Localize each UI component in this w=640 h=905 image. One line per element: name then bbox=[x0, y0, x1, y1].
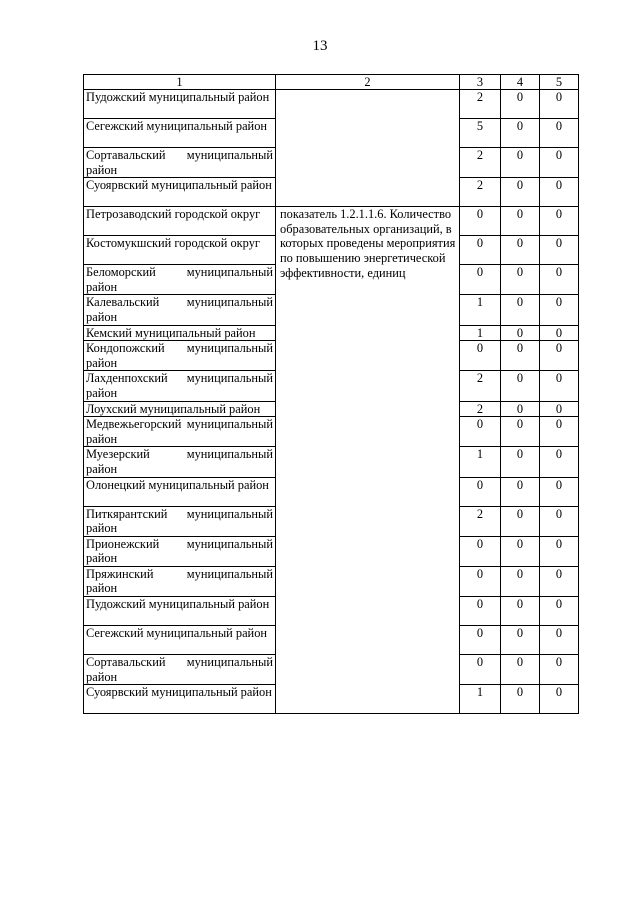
value-col-5: 0 bbox=[540, 236, 579, 265]
value-col-3: 2 bbox=[460, 178, 501, 207]
value-col-3: 0 bbox=[460, 417, 501, 447]
value-col-5: 0 bbox=[540, 90, 579, 119]
value-col-5: 0 bbox=[540, 119, 579, 148]
value-col-4: 0 bbox=[501, 207, 540, 236]
value-col-3: 0 bbox=[460, 597, 501, 626]
value-col-3: 2 bbox=[460, 401, 501, 417]
municipality-name: Сортавальский муниципальный район bbox=[84, 655, 276, 685]
municipality-name: Кондопожский муниципальный район bbox=[84, 341, 276, 371]
municipality-name: Пудожский муниципальный район bbox=[84, 597, 276, 626]
value-col-5: 0 bbox=[540, 207, 579, 236]
value-col-4: 0 bbox=[501, 655, 540, 685]
municipality-name: Питкярантский муниципальный район bbox=[84, 506, 276, 536]
value-col-5: 0 bbox=[540, 325, 579, 341]
value-col-5: 0 bbox=[540, 401, 579, 417]
value-col-5: 0 bbox=[540, 597, 579, 626]
value-col-3: 0 bbox=[460, 265, 501, 295]
value-col-4: 0 bbox=[501, 506, 540, 536]
municipality-name: Пряжинский муниципальный район bbox=[84, 566, 276, 596]
value-col-4: 0 bbox=[501, 341, 540, 371]
column-header-4: 4 bbox=[501, 75, 540, 90]
value-col-3: 1 bbox=[460, 295, 501, 325]
value-col-4: 0 bbox=[501, 626, 540, 655]
value-col-3: 2 bbox=[460, 90, 501, 119]
value-col-3: 0 bbox=[460, 566, 501, 596]
value-col-3: 1 bbox=[460, 685, 501, 714]
column-header-2: 2 bbox=[276, 75, 460, 90]
value-col-4: 0 bbox=[501, 417, 540, 447]
municipality-name: Олонецкий муниципальный район bbox=[84, 477, 276, 506]
municipality-name: Кемский муниципальный район bbox=[84, 325, 276, 341]
municipality-name: Пудожский муниципальный район bbox=[84, 90, 276, 119]
indicator-description: показатель 1.2.1.1.6. Количество образовательных организаций, в которых проведены мероприятия по повышению энергетической эффективности, единиц bbox=[276, 207, 460, 714]
table-body bbox=[84, 90, 579, 714]
table-row bbox=[84, 207, 579, 236]
page-number: 13 bbox=[312, 38, 328, 54]
value-col-3: 5 bbox=[460, 119, 501, 148]
column-header-1: 1 bbox=[84, 75, 276, 90]
value-col-5: 0 bbox=[540, 447, 579, 477]
value-col-3: 0 bbox=[460, 626, 501, 655]
value-col-4: 0 bbox=[501, 90, 540, 119]
value-col-3: 2 bbox=[460, 506, 501, 536]
header-row bbox=[84, 75, 579, 90]
value-col-3: 0 bbox=[460, 236, 501, 265]
value-col-5: 0 bbox=[540, 655, 579, 685]
value-col-5: 0 bbox=[540, 295, 579, 325]
table-row bbox=[84, 90, 579, 119]
value-col-4: 0 bbox=[501, 447, 540, 477]
value-col-5: 0 bbox=[540, 626, 579, 655]
value-col-3: 0 bbox=[460, 536, 501, 566]
municipality-name: Лахденпохский муниципальный район bbox=[84, 371, 276, 401]
value-col-3: 1 bbox=[460, 325, 501, 341]
value-col-4: 0 bbox=[501, 236, 540, 265]
value-col-3: 2 bbox=[460, 148, 501, 178]
municipality-name: Сегежский муниципальный район bbox=[84, 626, 276, 655]
value-col-5: 0 bbox=[540, 265, 579, 295]
indicator-blank bbox=[276, 90, 460, 207]
value-col-4: 0 bbox=[501, 685, 540, 714]
value-col-4: 0 bbox=[501, 178, 540, 207]
value-col-5: 0 bbox=[540, 536, 579, 566]
value-col-4: 0 bbox=[501, 401, 540, 417]
municipality-name: Беломорский муниципальный район bbox=[84, 265, 276, 295]
value-col-4: 0 bbox=[501, 119, 540, 148]
value-col-5: 0 bbox=[540, 506, 579, 536]
value-col-3: 0 bbox=[460, 477, 501, 506]
value-col-3: 0 bbox=[460, 207, 501, 236]
value-col-3: 1 bbox=[460, 447, 501, 477]
municipality-name: Прионежский муниципальный район bbox=[84, 536, 276, 566]
municipality-name: Петрозаводский городской округ bbox=[84, 207, 276, 236]
value-col-4: 0 bbox=[501, 536, 540, 566]
value-col-5: 0 bbox=[540, 417, 579, 447]
municipality-name: Костомукшский городской округ bbox=[84, 236, 276, 265]
value-col-4: 0 bbox=[501, 371, 540, 401]
municipality-name: Калевальский муниципальный район bbox=[84, 295, 276, 325]
municipality-name: Суоярвский муниципальный район bbox=[84, 685, 276, 714]
value-col-4: 0 bbox=[501, 325, 540, 341]
value-col-4: 0 bbox=[501, 597, 540, 626]
municipality-name: Лоухский муниципальный район bbox=[84, 401, 276, 417]
value-col-5: 0 bbox=[540, 148, 579, 178]
value-col-4: 0 bbox=[501, 265, 540, 295]
value-col-3: 2 bbox=[460, 371, 501, 401]
municipality-name: Медвежьегорский муниципальный район bbox=[84, 417, 276, 447]
municipality-name: Муезерский муниципальный район bbox=[84, 447, 276, 477]
value-col-5: 0 bbox=[540, 685, 579, 714]
data-table bbox=[83, 74, 579, 714]
value-col-5: 0 bbox=[540, 566, 579, 596]
value-col-4: 0 bbox=[501, 148, 540, 178]
municipality-name: Суоярвский муниципальный район bbox=[84, 178, 276, 207]
column-header-3: 3 bbox=[460, 75, 501, 90]
value-col-5: 0 bbox=[540, 341, 579, 371]
value-col-5: 0 bbox=[540, 178, 579, 207]
value-col-3: 0 bbox=[460, 341, 501, 371]
value-col-4: 0 bbox=[501, 295, 540, 325]
municipality-name: Сегежский муниципальный район bbox=[84, 119, 276, 148]
value-col-3: 0 bbox=[460, 655, 501, 685]
value-col-4: 0 bbox=[501, 477, 540, 506]
value-col-4: 0 bbox=[501, 566, 540, 596]
value-col-5: 0 bbox=[540, 477, 579, 506]
municipality-name: Сортавальский муниципальный район bbox=[84, 148, 276, 178]
column-header-5: 5 bbox=[540, 75, 579, 90]
value-col-5: 0 bbox=[540, 371, 579, 401]
